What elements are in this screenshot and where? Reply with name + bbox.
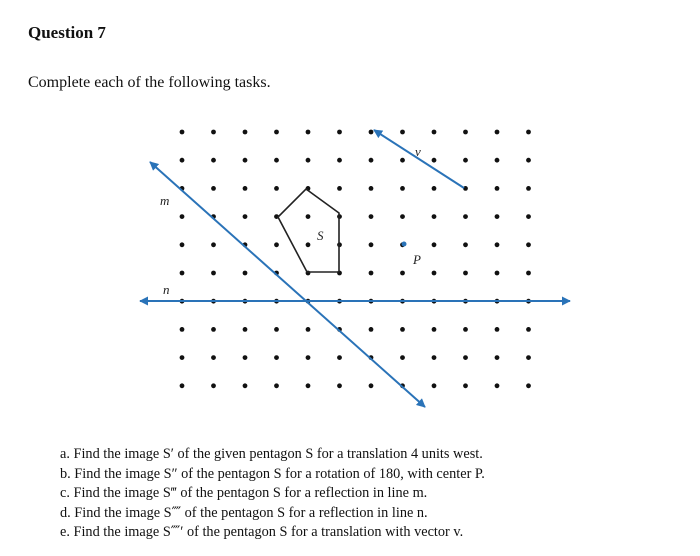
- grid-dot: [526, 186, 531, 191]
- grid-dot: [274, 242, 279, 247]
- grid-dot: [306, 214, 311, 219]
- grid-dot: [274, 355, 279, 360]
- grid-dot: [369, 214, 374, 219]
- grid-dot: [306, 383, 311, 388]
- grid-dot: [400, 158, 405, 163]
- grid-dot: [526, 355, 531, 360]
- grid-dot: [274, 158, 279, 163]
- grid-dot: [526, 214, 531, 219]
- grid-dot: [369, 383, 374, 388]
- grid-dot: [400, 214, 405, 219]
- grid-dot: [337, 383, 342, 388]
- grid-dot: [274, 383, 279, 388]
- label-s: S: [317, 228, 324, 243]
- grid-dot: [369, 186, 374, 191]
- grid-dot: [180, 383, 185, 388]
- point-p: [402, 242, 407, 247]
- grid-dot: [495, 383, 500, 388]
- grid-dot: [526, 271, 531, 276]
- grid-dot: [432, 242, 437, 247]
- grid-dot: [432, 214, 437, 219]
- grid-dot: [463, 214, 468, 219]
- grid-dot: [337, 186, 342, 191]
- grid-dot: [526, 242, 531, 247]
- grid-dot: [400, 271, 405, 276]
- task-item-a: a. Find the image S′ of the given pentagon S for a translation 4 units west.: [60, 446, 483, 462]
- grid-dot: [526, 383, 531, 388]
- grid-dot: [306, 130, 311, 135]
- label-m: m: [160, 193, 170, 208]
- grid-dot: [526, 327, 531, 332]
- grid-dot: [180, 355, 185, 360]
- grid-dot: [306, 327, 311, 332]
- grid-dot: [180, 271, 185, 276]
- grid-dot: [243, 271, 248, 276]
- task-item-c: c. Find the image S‴ of the pentagon S for a reflection in line m.: [60, 485, 428, 501]
- grid-dot: [243, 130, 248, 135]
- pentagon-s: [278, 189, 339, 272]
- grid-dot: [432, 355, 437, 360]
- grid-dot: [369, 242, 374, 247]
- grid-dot: [211, 186, 216, 191]
- grid-dot: [432, 158, 437, 163]
- grid-dot: [432, 383, 437, 388]
- grid-dot: [243, 355, 248, 360]
- grid-dot: [306, 355, 311, 360]
- grid-dot: [243, 214, 248, 219]
- grid-dot: [369, 130, 374, 135]
- grid-dot: [337, 355, 342, 360]
- grid-dot: [211, 158, 216, 163]
- grid-dot: [211, 383, 216, 388]
- grid-dot: [526, 158, 531, 163]
- grid-dot: [306, 158, 311, 163]
- grid-dot: [400, 327, 405, 332]
- label-v: v: [415, 144, 421, 159]
- task-list: [60, 445, 485, 543]
- grid-dot: [211, 242, 216, 247]
- grid-dot: [495, 186, 500, 191]
- grid-dot: [274, 327, 279, 332]
- grid-dot: [495, 355, 500, 360]
- instructions-text: Complete each of the following tasks.: [28, 74, 271, 91]
- grid-dot: [369, 158, 374, 163]
- grid-dot: [432, 186, 437, 191]
- grid-dot: [369, 327, 374, 332]
- grid-dot: [495, 158, 500, 163]
- grid-dot: [463, 242, 468, 247]
- grid-dot: [306, 242, 311, 247]
- grid-dot: [463, 383, 468, 388]
- question-title: Question 7: [28, 23, 106, 42]
- grid-dot: [369, 271, 374, 276]
- grid-dot: [432, 327, 437, 332]
- grid-dot: [495, 242, 500, 247]
- grid-dot: [211, 271, 216, 276]
- grid-dot: [337, 130, 342, 135]
- grid-dot: [463, 158, 468, 163]
- grid-dot: [274, 186, 279, 191]
- vector-v: [374, 130, 464, 188]
- grid-dot: [180, 214, 185, 219]
- grid-dot: [495, 130, 500, 135]
- grid-dot: [463, 355, 468, 360]
- grid-dot: [243, 383, 248, 388]
- grid-dot: [243, 327, 248, 332]
- label-p: P: [413, 252, 421, 267]
- grid-dot: [274, 130, 279, 135]
- grid-dot: [180, 158, 185, 163]
- grid-dot: [495, 214, 500, 219]
- label-n: n: [163, 282, 170, 297]
- grid-dot: [243, 186, 248, 191]
- task-item-e: e. Find the image S⁗′ of the pentagon S for a translation with vector v.: [60, 524, 464, 540]
- grid-dot: [526, 130, 531, 135]
- grid-dot: [432, 130, 437, 135]
- grid-dot: [400, 355, 405, 360]
- grid-dot: [211, 355, 216, 360]
- grid-dot: [432, 271, 437, 276]
- line-m: [150, 162, 425, 407]
- grid-dot: [463, 130, 468, 135]
- dot-grid: [180, 130, 531, 389]
- grid-dot: [337, 158, 342, 163]
- grid-dot: [180, 327, 185, 332]
- grid-dot: [495, 271, 500, 276]
- grid-dot: [463, 327, 468, 332]
- grid-dot: [400, 130, 405, 135]
- task-item-b: b. Find the image S″ of the pentagon S for a rotation of 180, with center P.: [60, 465, 485, 482]
- grid-dot: [243, 158, 248, 163]
- task-item-d: d. Find the image S⁗ of the pentagon S for a reflection in line n.: [60, 504, 428, 521]
- grid-dot: [211, 327, 216, 332]
- grid-dot: [180, 130, 185, 135]
- grid-dot: [463, 271, 468, 276]
- grid-dot: [400, 186, 405, 191]
- grid-dot: [180, 242, 185, 247]
- grid-dot: [211, 130, 216, 135]
- grid-dot: [495, 327, 500, 332]
